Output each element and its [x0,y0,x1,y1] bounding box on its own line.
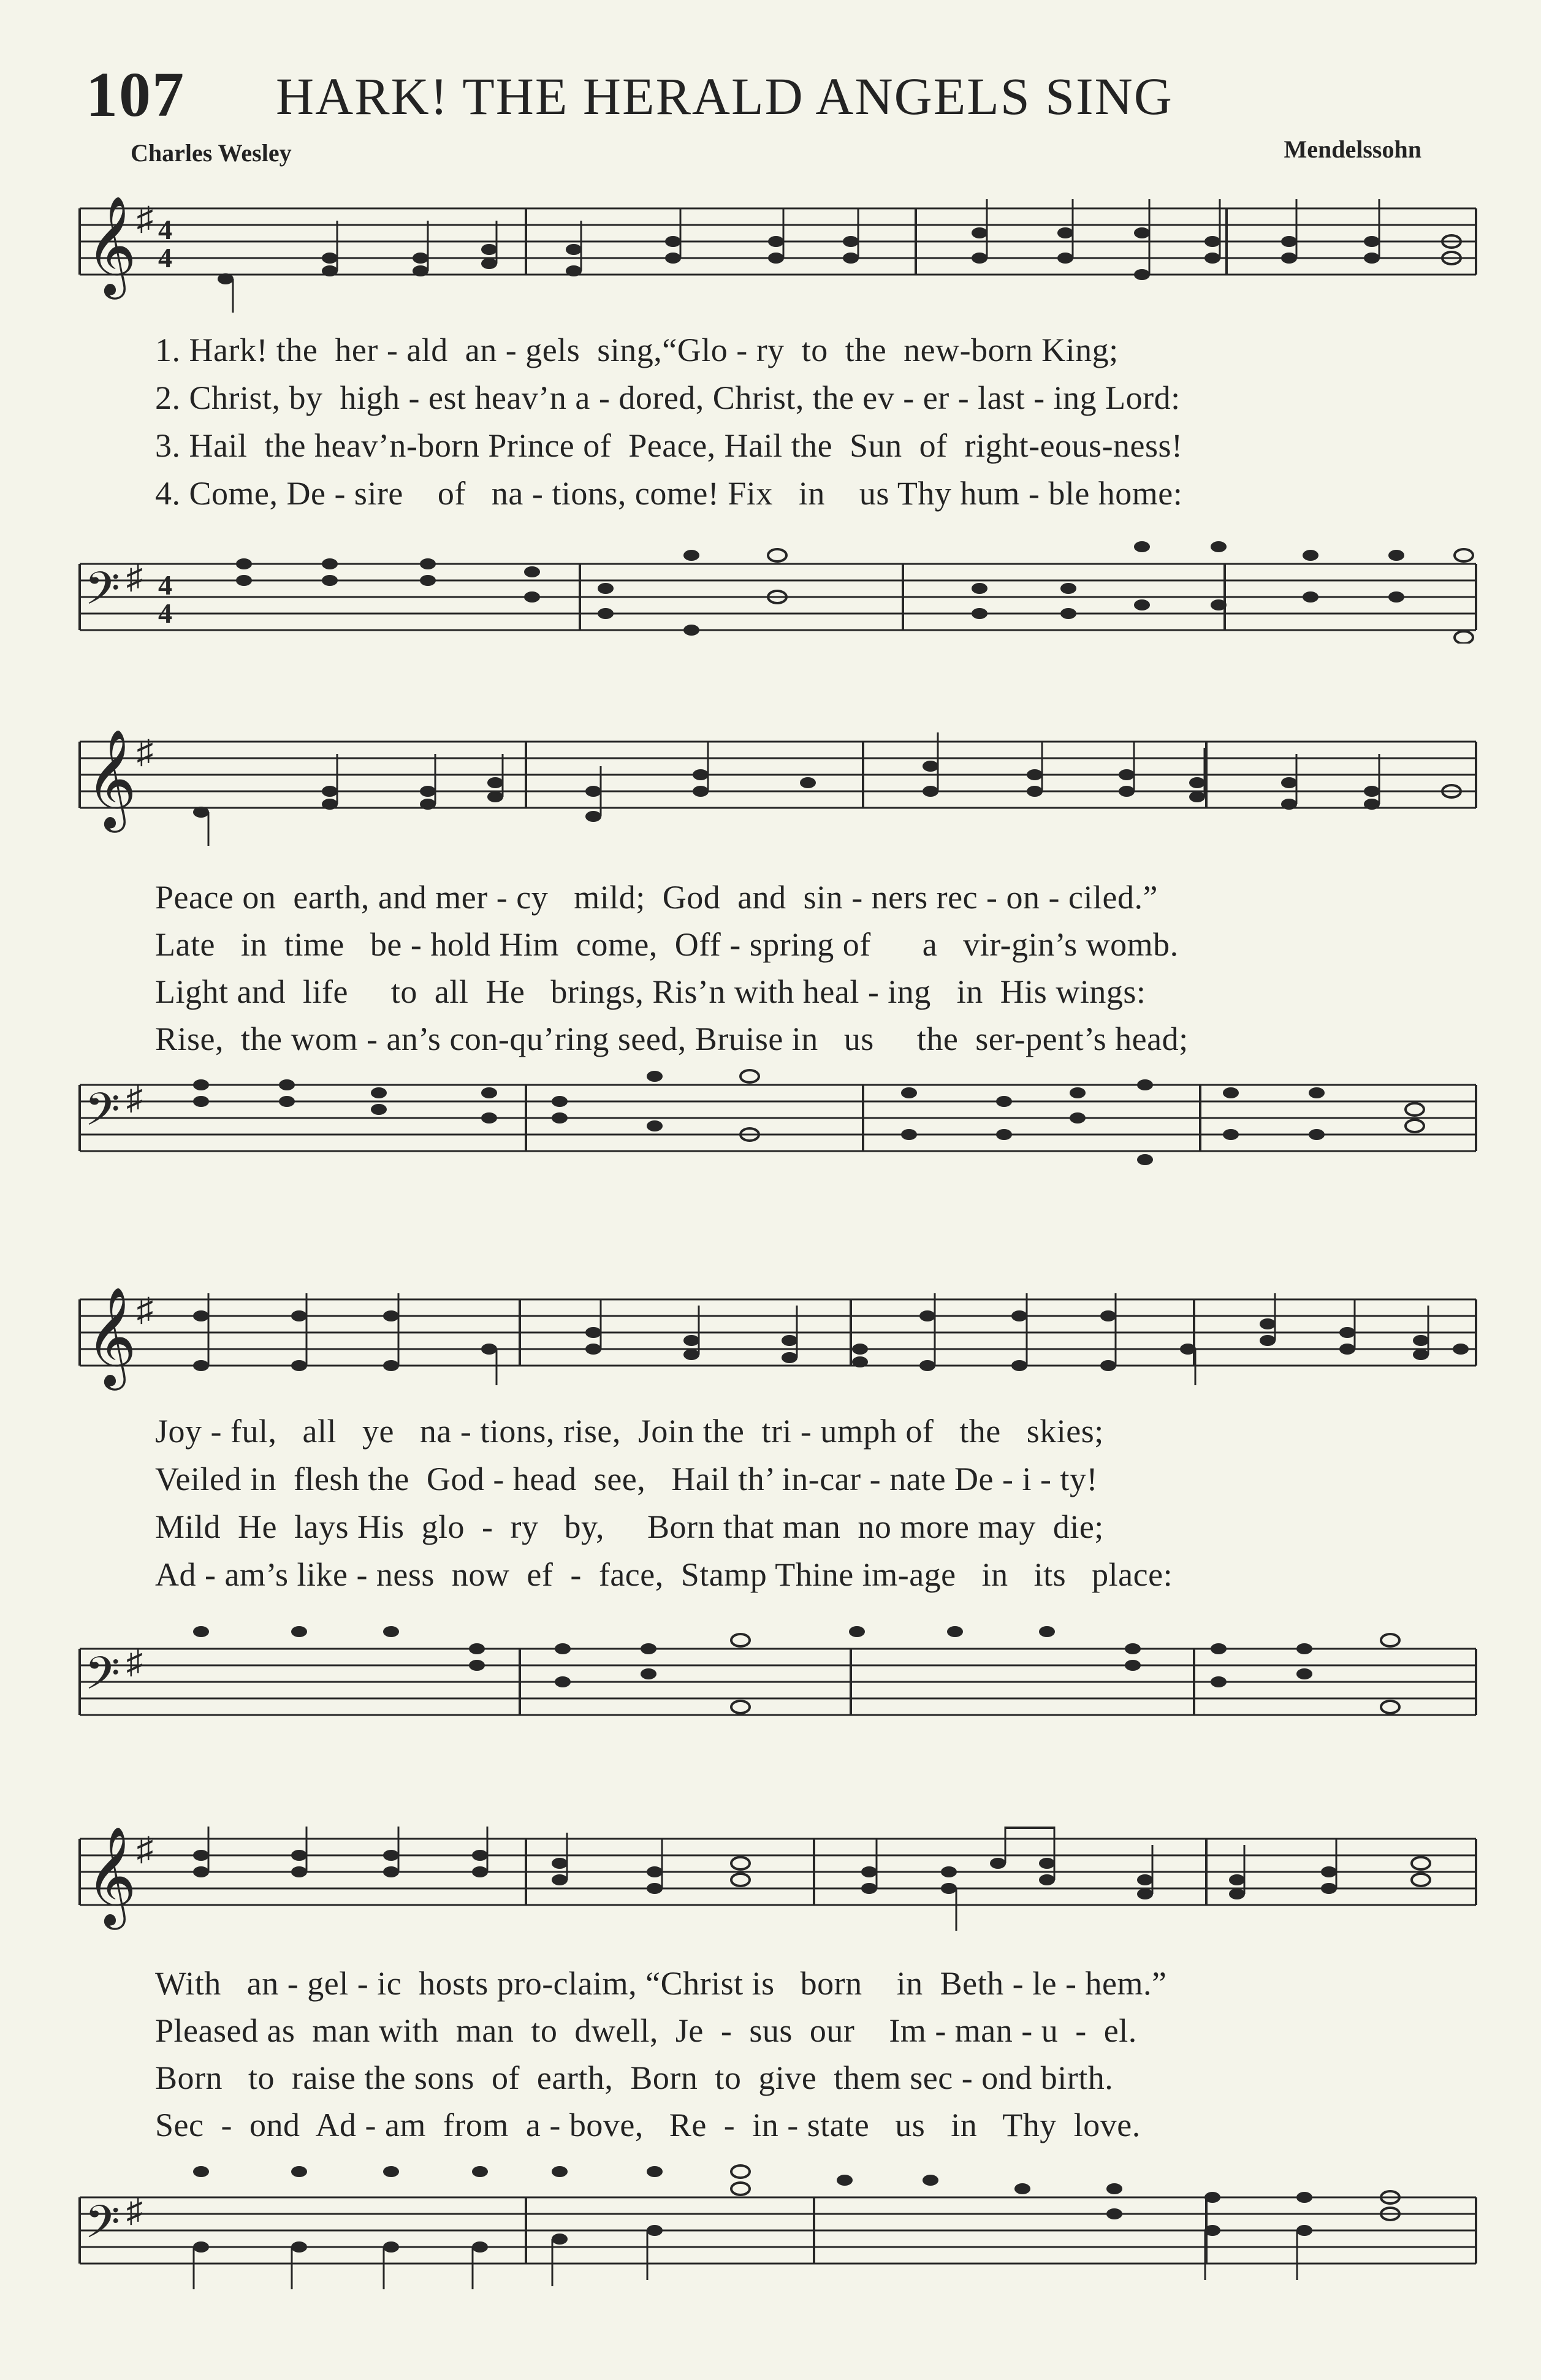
hymn-title: HARK! THE HERALD ANGELS SING [276,67,1173,126]
treble-staff [72,729,1483,846]
author-credit: Charles Wesley [131,139,292,167]
svg-text:4: 4 [158,569,172,601]
svg-text:𝄞: 𝄞 [86,1827,137,1926]
svg-text:𝄢: 𝄢 [85,1647,120,1711]
lyric-verse-3: Light and life to all He brings, Ris’n with heal - ing in His wings: [155,973,1146,1010]
svg-text:𝄞: 𝄞 [86,729,137,829]
svg-text:4: 4 [158,598,172,629]
lyric-verse-4: Ad - am’s like - ness now ef - face, Stamp Thine im-age in its place: [155,1556,1173,1593]
svg-text:♯: ♯ [137,1291,153,1328]
bass-staff [72,521,1483,644]
lyric-verse-1: With an - gel - ic hosts pro-claim, “Christ is born in Beth - le - hem.” [155,1965,1167,2002]
hymn-number: 107 [86,59,185,130]
lyric-verse-4: 4. Come, De - sire of na - tions, come! Fix in us Thy hum - ble home: [155,475,1183,512]
svg-text:𝄢: 𝄢 [85,1083,120,1147]
composer-credit: Mendelssohn [1284,135,1421,163]
lyric-verse-4: Sec - ond Ad - am from a - bove, Re - in - state us in Thy love. [155,2107,1141,2143]
lyric-verse-3: Mild He lays His glo - ry by, Born that man no more may die; [155,1508,1104,1545]
svg-text:♯: ♯ [126,1080,143,1117]
svg-text:♯: ♯ [126,2192,143,2229]
bass-staff [72,1600,1483,1728]
bass-staff [72,2148,1483,2302]
svg-text:♯: ♯ [137,734,153,770]
lyric-verse-2: Late in time be - hold Him come, Off - spring of a vir-gin’s womb. [155,926,1179,963]
svg-text:4: 4 [158,214,172,245]
lyric-verse-1: Joy - ful, all ye na - tions, rise, Join the tri - umph of the skies; [155,1413,1104,1450]
bass-staff [72,1054,1483,1177]
lyric-verse-3: 3. Hail the heav’n-born Prince of Peace, Hail the Sun of right-eous-ness! [155,427,1183,464]
svg-text:♯: ♯ [126,1644,143,1681]
lyric-verse-1: 1. Hark! the her - ald an - gels sing,“Glo - ry to the new-born King; [155,332,1119,368]
lyric-verse-4: Rise, the wom - an’s con-qu’ring seed, Bruise in us the ser-pent’s head; [155,1021,1189,1057]
svg-text:♯: ♯ [126,559,143,596]
lyric-verse-2: Pleased as man with man to dwell, Je - sus our Im - man - u - el. [155,2012,1137,2049]
lyric-verse-1: Peace on earth, and mer - cy mild; God and sin - ners rec - on - ciled.” [155,879,1158,916]
lyric-verse-2: 2. Christ, by high - est heav’n a - dored, Christ, the ev - er - last - ing Lord: [155,379,1181,416]
treble-staff [72,196,1483,313]
hymn-header [86,58,1496,132]
treble-staff [72,1827,1483,1943]
svg-text:♯: ♯ [137,200,153,237]
svg-text:𝄢: 𝄢 [85,562,120,626]
lyric-verse-2: Veiled in flesh the God - head see, Hail th’ in-car - nate De - i - ty! [155,1461,1098,1497]
svg-text:𝄞: 𝄞 [86,196,137,295]
svg-text:𝄢: 𝄢 [85,2196,120,2260]
treble-staff [72,1287,1483,1404]
lyric-verse-3: Born to raise the sons of earth, Born to give them sec - ond birth. [155,2059,1114,2096]
svg-text:4: 4 [158,242,172,273]
svg-text:𝄞: 𝄞 [86,1287,137,1386]
svg-text:♯: ♯ [137,1831,153,1868]
